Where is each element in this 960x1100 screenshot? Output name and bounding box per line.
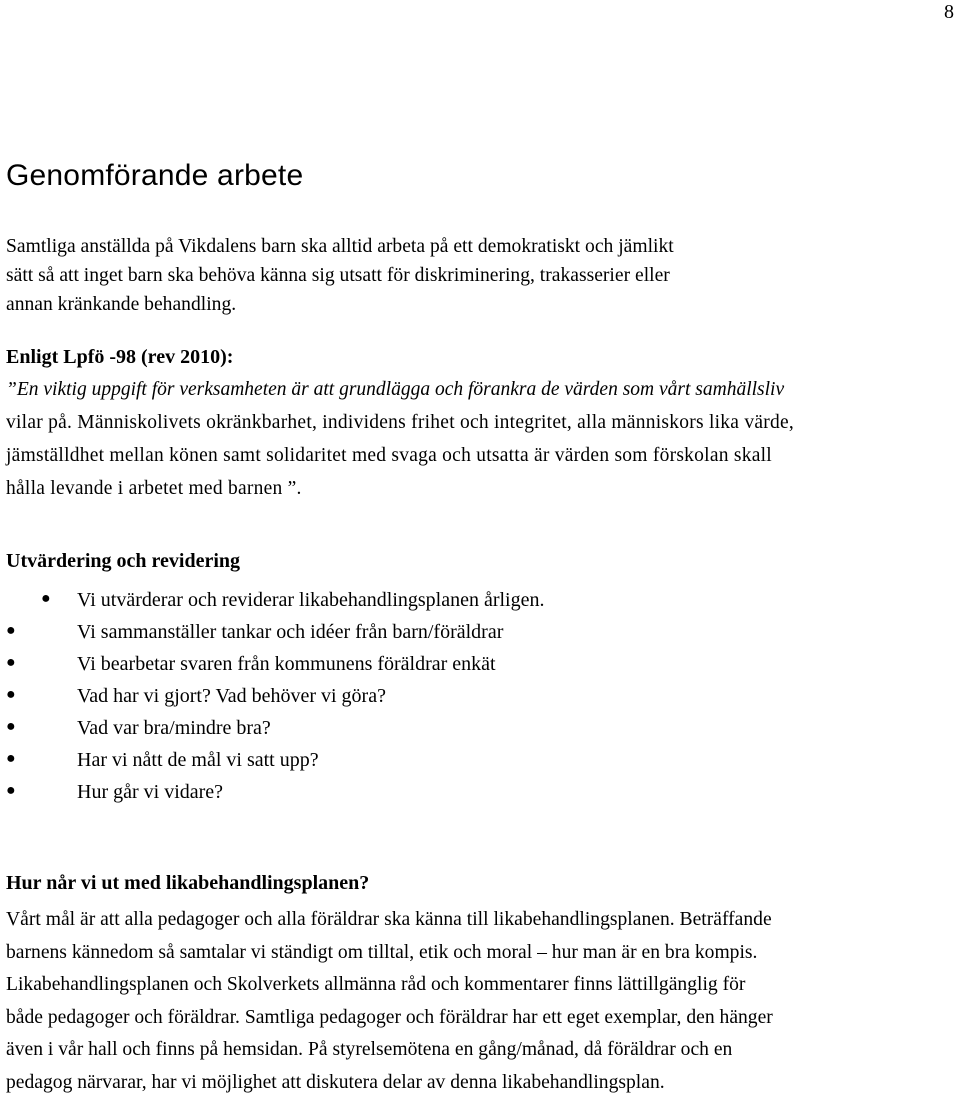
list-item-text: Vad var bra/mindre bra? <box>77 717 271 739</box>
reach-line: barnens kännedom så samtalar vi ständigt om tilltal, etik och moral – hur man är en bra kompis. <box>6 941 758 963</box>
quote-line: ”En viktig uppgift för verksamheten är att grundlägga och förankra de värden som vårt samhällsliv <box>6 379 785 400</box>
intro-line: Samtliga anställda på Vikdalens barn ska alltid arbeta på ett demokratiskt och jämlikt <box>6 236 674 257</box>
reach-paragraph <box>6 904 960 1100</box>
list-item-text: Har vi nått de mål vi satt upp? <box>77 749 319 771</box>
intro-line: sätt så att inget barn ska behöva känna sig utsatt för diskriminering, trakasserier eller <box>6 265 670 286</box>
page-number: 8 <box>944 1 954 23</box>
reach-line: även i vår hall och finns på hemsidan. På styrelsemötena en gång/månad, då föräldrar och en <box>6 1039 733 1061</box>
bullet-icon: ● <box>6 622 16 639</box>
reach-line: Vårt mål är att alla pedagoger och alla föräldrar ska känna till likabehandlingsplanen. Beträffande <box>6 909 772 930</box>
page-title: Genomförande arbete <box>6 159 304 192</box>
quote-line: vilar på. Människolivets okränkbarhet, individens frihet och integritet, alla människors lika värde, <box>6 412 795 433</box>
bullet-icon: ● <box>6 750 16 767</box>
reach-line: både pedagoger och föräldrar. Samtliga pedagoger och föräldrar har ett eget exemplar, den hänger <box>6 1006 773 1028</box>
reach-line: pedagog närvarar, har vi möjlighet att diskutera delar av denna likabehandlingsplan. <box>6 1071 665 1093</box>
list-item-text: Hur går vi vidare? <box>77 781 224 803</box>
bullet-icon: ● <box>6 654 16 671</box>
lpfo-quote <box>6 373 956 505</box>
bullet-icon: ● <box>6 686 16 703</box>
list-item-text: Vi utvärderar och reviderar likabehandlingsplanen årligen. <box>77 589 545 611</box>
bullet-icon: ● <box>41 590 51 607</box>
quote-line: hålla levande i arbetet med barnen ”. <box>6 478 302 499</box>
bullet-icon: ● <box>6 718 16 735</box>
list-item-text: Vi sammanställer tankar och idéer från barn/föräldrar <box>77 621 504 643</box>
intro-paragraph <box>6 232 674 319</box>
intro-line: annan kränkande behandling. <box>6 294 237 315</box>
list-item-text: Vi bearbetar svaren från kommunens föräldrar enkät <box>77 653 496 675</box>
reach-heading: Hur når vi ut med likabehandlingsplanen? <box>6 872 370 894</box>
quote-line: jämställdhet mellan könen samt solidaritet med svaga och utsatta är värden som förskolan skall <box>6 445 772 466</box>
evaluation-heading: Utvärdering och revidering <box>6 550 241 572</box>
bullet-icon: ● <box>6 782 16 799</box>
lpfo-heading: Enligt Lpfö -98 (rev 2010): <box>6 346 234 368</box>
reach-line: Likabehandlingsplanen och Skolverkets allmänna råd och kommentarer finns lättillgänglig för <box>6 974 746 996</box>
list-item-text: Vad har vi gjort? Vad behöver vi göra? <box>77 685 386 707</box>
